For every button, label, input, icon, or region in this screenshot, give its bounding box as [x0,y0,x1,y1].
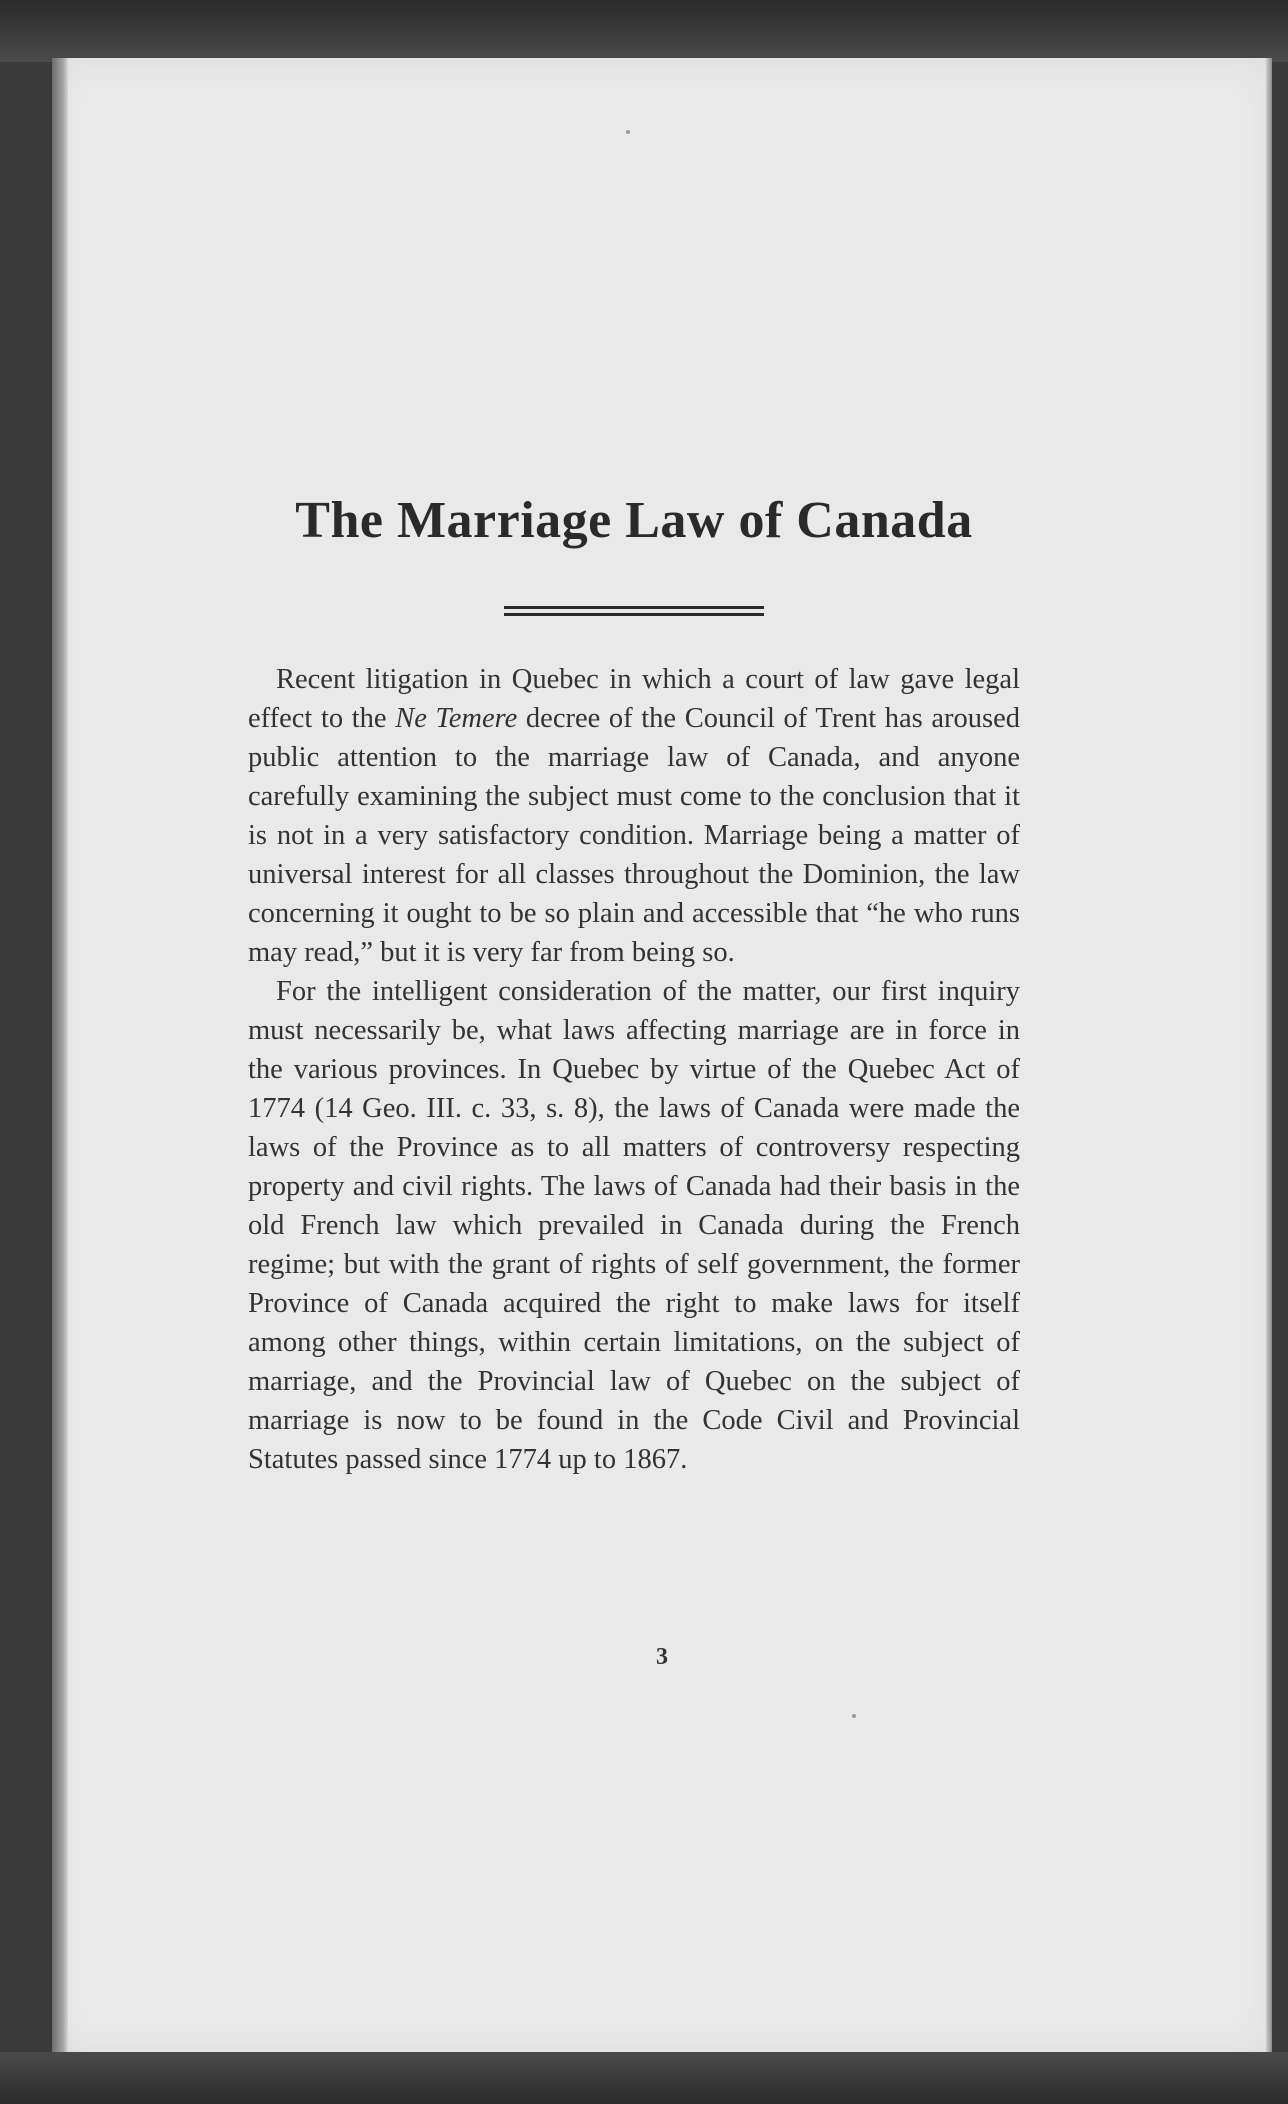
title-double-rule [504,606,764,616]
paragraph-1-italic-term: Ne Temere [395,703,518,734]
page-binding [52,58,68,2054]
paragraph-1 [248,660,1020,972]
scan-top-border [0,0,1288,62]
paper-speck [626,130,630,134]
paragraph-2: For the intelligent consideration of the matter, our first inquiry must necessarily be, what laws affecting marriage are in force in the various provinces. In Quebec by virtue of the Quebec Act of 1774 (14 Geo. III. c. 33, s. 8), the laws of Canada were made the laws of the Province as to all matters of controversy respecting property and civil rights. The laws of Canada had their basis in the old French law which prevailed in Canada during the French regime; but with the grant of rights of self government, the former Province of Canada acquired the right to make laws for itself among other things, within certain limitations, on the subject of marriage, and the Provincial law of Quebec on the subject of marriage is now to be found in the Code Civil and Provincial Statutes passed since 1774 up to 1867. [248,976,1020,1475]
page-title: The Marriage Law of Canada [295,492,973,549]
page-edge [1266,58,1272,2054]
book-page [52,58,1272,2054]
scan-bottom-border [0,2052,1288,2104]
page-content [248,476,1020,1479]
body-text [248,660,1020,1479]
page-number: 3 [656,1644,668,1670]
paper-speck [852,1714,856,1718]
paragraph-1-text-start: Recent litigation in Quebec in which a court of law gave legal effect to the [248,664,1020,734]
paragraph-1-text-end: decree of the Council of Trent has aroused public attention to the marriage law of Canada, and anyone carefully examining the subject must come to the conclusion that it is not in a very satisfactory condition. Marriage being a matter of universal interest for all classes throughout the Dominion, the law concerning it ought to be so plain and accessible that “he who runs may read,” but it is very far from being so. [248,703,1020,968]
